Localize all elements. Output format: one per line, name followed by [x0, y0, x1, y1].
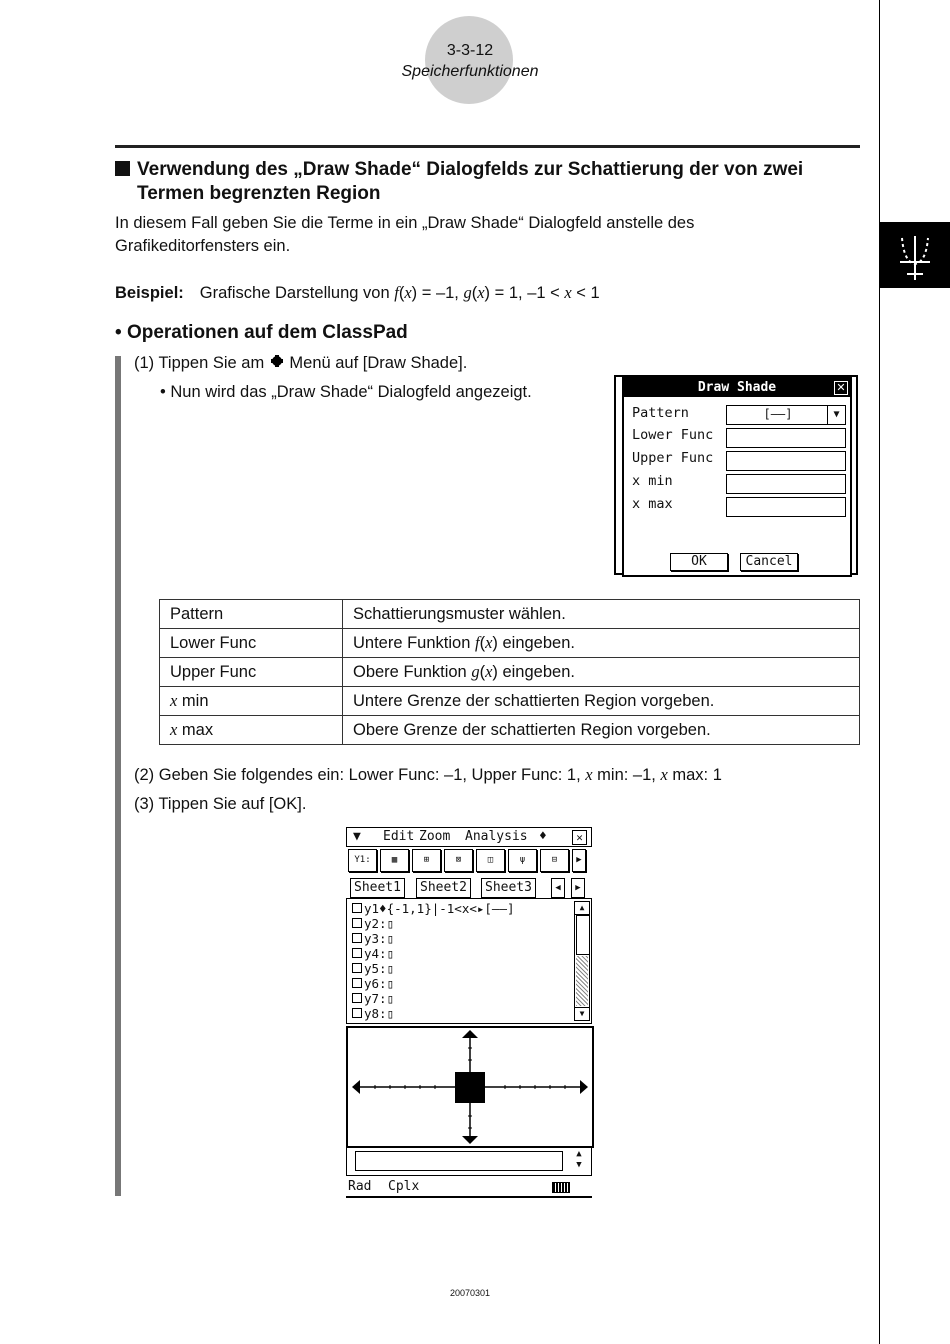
x-symbol: x	[485, 662, 493, 681]
row-text: y5:▯	[364, 961, 395, 976]
checkbox[interactable]	[352, 903, 362, 913]
status-bar	[346, 1178, 592, 1198]
menu-diamond-icon[interactable]: ♦	[539, 829, 547, 844]
x-symbol: x	[660, 765, 668, 784]
fn-symbol: f	[474, 633, 480, 652]
upper-func-label: Upper Func	[632, 450, 714, 466]
list-item[interactable]	[352, 946, 394, 961]
list-item[interactable]	[352, 931, 394, 946]
tab-prev-icon[interactable]: ◀	[551, 878, 565, 898]
table-input-icon[interactable]: ⊟	[540, 849, 569, 872]
example-label: Beispiel:	[115, 284, 184, 302]
table-row	[160, 687, 860, 716]
example-text-c: ) = 1, –1 <	[484, 284, 565, 302]
view-window-icon[interactable]: ◫	[476, 849, 505, 872]
graph-editor-list	[346, 898, 592, 1024]
dialog-title: Draw Shade	[624, 379, 850, 397]
intro-line-1: In diesem Fall geben Sie die Terme in ein „Draw Shade“ Dialogfeld anstelle des	[115, 214, 695, 232]
menu-zoom[interactable]: Zoom	[419, 829, 451, 844]
entry-field[interactable]	[355, 1151, 563, 1171]
graph-window[interactable]	[346, 1026, 594, 1148]
square-bullet-icon	[115, 161, 130, 176]
tab-sheet1[interactable]: Sheet1	[350, 878, 405, 898]
battery-icon	[552, 1182, 570, 1193]
section-title: Speicherfunktionen	[401, 63, 539, 80]
scroll-down-icon[interactable]: ▼	[575, 1007, 589, 1020]
intro-paragraph	[115, 212, 855, 258]
operations-heading: • Operationen auf dem ClassPad	[115, 322, 408, 343]
row-text: y8:▯	[364, 1006, 395, 1021]
step-1-text-b: Menü auf [Draw Shade].	[284, 354, 468, 372]
table-row	[160, 629, 860, 658]
tab-next-icon[interactable]: ▶	[571, 878, 585, 898]
checkbox[interactable]	[352, 993, 362, 1003]
shaded-region	[455, 1072, 485, 1103]
graph-editor-icon	[880, 222, 950, 288]
sheet-tabs	[346, 878, 592, 898]
draw-shade-dialog	[622, 377, 852, 577]
param-cell: Upper Func	[160, 658, 343, 687]
desc-text: ) eingeben.	[492, 663, 575, 681]
step-1-text-a: (1) Tippen Sie am	[134, 354, 269, 372]
desc-cell: Schattierungsmuster wählen.	[343, 600, 860, 629]
procedure-bar	[115, 356, 121, 1196]
x-max-input[interactable]	[726, 497, 846, 517]
status-rad: Rad	[348, 1179, 372, 1194]
x-symbol: x	[170, 720, 178, 739]
checkbox[interactable]	[352, 1008, 362, 1018]
fx-symbol: f	[394, 283, 399, 302]
upper-func-input[interactable]	[726, 451, 846, 471]
menu-edit[interactable]: Edit	[383, 829, 415, 844]
classpad-screen	[346, 827, 592, 1197]
x-symbol: x	[404, 283, 412, 302]
list-item[interactable]	[352, 1006, 394, 1021]
example-text-d: < 1	[571, 284, 600, 302]
pattern-select[interactable]	[726, 405, 846, 425]
step-1	[134, 354, 467, 373]
list-scrollbar[interactable]	[574, 901, 590, 1021]
param-cell: Lower Func	[160, 629, 343, 658]
axis-arrow-left-icon	[352, 1080, 360, 1094]
row-text: y3:▯	[364, 931, 395, 946]
checkbox[interactable]	[352, 963, 362, 973]
classpad-toolbar	[346, 849, 592, 873]
table-icon[interactable]: ▦	[380, 849, 409, 872]
step-2	[134, 765, 722, 785]
toolbar-next-icon[interactable]: ▶	[572, 849, 586, 872]
scroll-thumb[interactable]	[576, 915, 590, 955]
footer-code: 20070301	[449, 1288, 491, 1298]
entry-scroll-icon[interactable]: ▲ ▼	[576, 1149, 582, 1170]
desc-cell: Untere Grenze der schattierten Region vorgeben.	[343, 687, 860, 716]
cross-menu-icon	[269, 355, 285, 369]
fn-symbol: g	[471, 662, 480, 681]
desc-text: ) eingeben.	[492, 634, 575, 652]
desc-cell: Untere Funktion f(x) eingeben.	[343, 629, 860, 658]
param-text: max	[177, 721, 214, 739]
heading-line-1: Verwendung des „Draw Shade“ Dialogfelds zur Schattierung der von zwei	[137, 159, 804, 180]
example-text-b: ) = –1,	[411, 284, 464, 302]
x-symbol: x	[564, 283, 572, 302]
operations-heading-text: Operationen auf dem ClassPad	[126, 322, 408, 343]
scroll-up-icon[interactable]: ▲	[575, 902, 589, 915]
heading-line-2: Termen begrenzten Region	[137, 183, 381, 204]
step-2-text: (2) Geben Sie folgendes ein: Lower Func: –1, Upper Func: 1,	[134, 766, 586, 784]
lower-func-input[interactable]	[726, 428, 846, 448]
row-text: y6:▯	[364, 976, 395, 991]
graph-icon[interactable]: ⊞	[412, 849, 441, 872]
step-1-sub: • Nun wird das „Draw Shade“ Dialogfeld angezeigt.	[160, 383, 532, 401]
tab-sheet3[interactable]: Sheet3	[481, 878, 536, 898]
menu-analysis[interactable]: Analysis	[465, 829, 528, 844]
lower-func-label: Lower Func	[632, 427, 714, 443]
x-symbol: x	[585, 765, 593, 784]
x-min-input[interactable]	[726, 474, 846, 494]
x-symbol: x	[477, 283, 485, 302]
page-number: 3-3-12	[446, 42, 494, 59]
message-bar	[346, 1146, 592, 1176]
x-min-label: x min	[632, 473, 673, 489]
page-number-badge	[425, 16, 513, 104]
draw-shade-dialog-screenshot	[612, 375, 860, 577]
table-row	[160, 716, 860, 745]
desc-cell: Obere Grenze der schattierten Region vorgeben.	[343, 716, 860, 745]
tab-sheet2[interactable]: Sheet2	[416, 878, 471, 898]
example-line: Beispiel: Grafische Darstellung von f(x) = –1, g(x) = 1, –1 < x < 1	[115, 283, 600, 302]
y-list-icon[interactable]: Y1:	[348, 849, 377, 872]
graph-plot	[348, 1028, 592, 1146]
step-3: (3) Tippen Sie auf [OK].	[134, 795, 307, 813]
list-item[interactable]	[352, 961, 394, 976]
example-text: Grafische Darstellung von	[199, 284, 395, 302]
param-cell	[160, 716, 343, 745]
desc-cell: Obere Funktion g(x) eingeben.	[343, 658, 860, 687]
menu-down-icon[interactable]: ▼	[353, 829, 361, 844]
row-text: y4:▯	[364, 946, 395, 961]
section-heading	[115, 158, 865, 206]
param-text: min	[177, 692, 209, 710]
axis-arrow-down-icon	[462, 1136, 478, 1144]
x-symbol: x	[485, 633, 493, 652]
x-max-label: x max	[632, 496, 673, 512]
parameter-table	[159, 599, 860, 745]
desc-text: Untere Funktion	[353, 634, 475, 652]
axis-arrow-right-icon	[580, 1080, 588, 1094]
ok-button[interactable]: OK	[670, 553, 728, 571]
param-cell	[160, 687, 343, 716]
checkbox[interactable]	[352, 978, 362, 988]
checkbox[interactable]	[352, 918, 362, 928]
chapter-tab	[880, 222, 950, 288]
gx-symbol: g	[463, 283, 472, 302]
row-text: y1♦{-1,1}|-1<x<▸[——]	[364, 901, 515, 916]
list-item[interactable]	[352, 901, 515, 916]
checkbox[interactable]	[352, 933, 362, 943]
param-cell: Pattern	[160, 600, 343, 629]
cancel-button[interactable]: Cancel	[740, 553, 798, 571]
chevron-down-icon[interactable]: ▼	[827, 406, 845, 424]
top-rule	[115, 145, 860, 148]
scroll-track	[576, 956, 588, 1006]
graph-window-icon[interactable]: ⊠	[444, 849, 473, 872]
list-item[interactable]	[352, 991, 394, 1006]
right-margin-rule	[879, 0, 880, 1344]
row-text: y7:▯	[364, 991, 395, 1006]
list-item[interactable]	[352, 916, 394, 931]
intro-line-2: Grafikeditorfensters ein.	[115, 237, 291, 255]
close-icon[interactable]: ✕	[572, 830, 587, 845]
status-cplx: Cplx	[388, 1179, 420, 1194]
desc-text: Obere Funktion	[353, 663, 472, 681]
checkbox[interactable]	[352, 948, 362, 958]
list-item[interactable]	[352, 976, 394, 991]
step-2-text-mid: min: –1,	[592, 766, 661, 784]
classpad-menubar	[346, 827, 592, 847]
table-row	[160, 600, 860, 629]
pattern-value: [——]	[763, 407, 793, 421]
x-symbol: x	[170, 691, 178, 710]
step-2-text-end: max: 1	[667, 766, 722, 784]
table-row	[160, 658, 860, 687]
draw-icon[interactable]: ψ	[508, 849, 537, 872]
row-text: y2:▯	[364, 916, 395, 931]
pattern-label: Pattern	[632, 405, 689, 421]
axis-arrow-up-icon	[462, 1030, 478, 1038]
close-icon[interactable]: ✕	[834, 381, 848, 395]
